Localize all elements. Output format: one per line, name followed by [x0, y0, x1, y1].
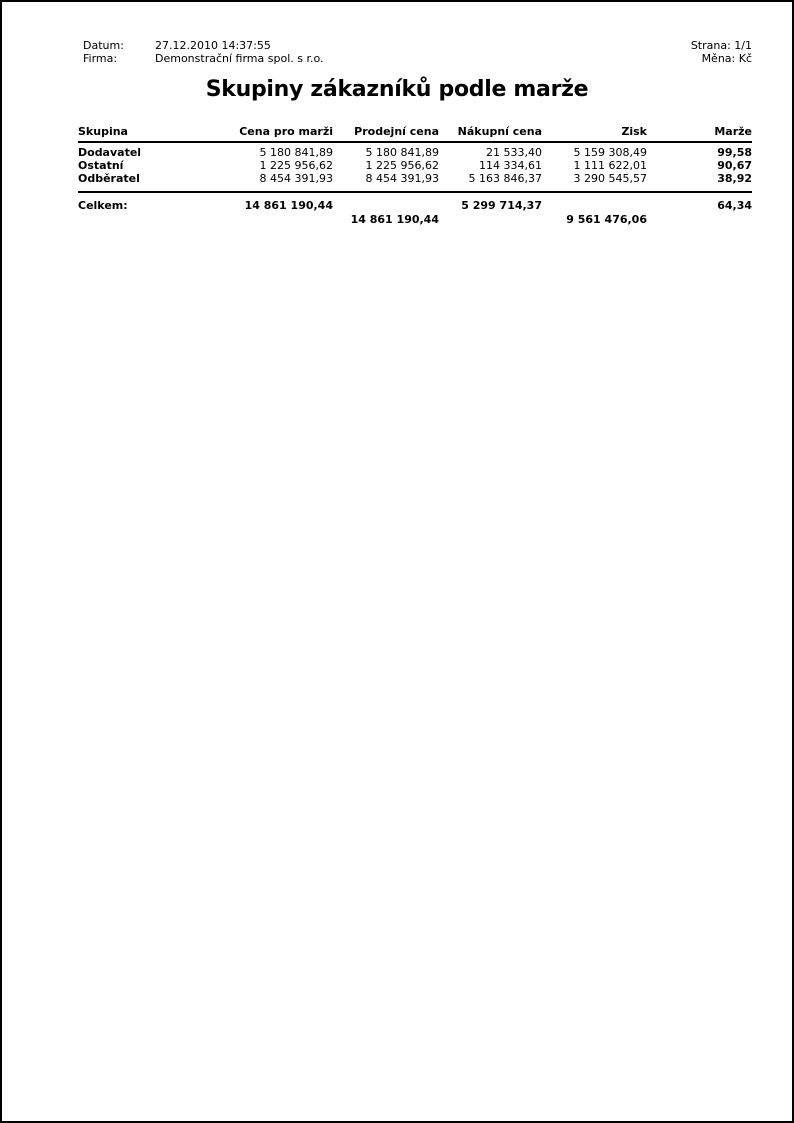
column-header-zisk: Zisk — [542, 122, 647, 142]
table-row — [78, 142, 752, 159]
cell-group: Odběratel — [78, 172, 140, 185]
column-header-cena-pro-marzi: Cena pro marži — [208, 122, 333, 142]
cell-margin: 99,58 — [717, 146, 752, 159]
cell-purchase-price: 21 533,40 — [486, 146, 542, 159]
report-title: Skupiny zákazníků podle marže — [205, 77, 589, 102]
table-row — [78, 159, 752, 172]
cell-purchase-price: 5 163 846,37 — [468, 172, 542, 185]
page-number: Strana: 1/1 — [690, 39, 752, 52]
total-profit-empty — [542, 192, 647, 212]
total-purchase-price: 5 299 714,37 — [461, 199, 542, 212]
total-margin: 64,34 — [717, 199, 752, 212]
cell-group: Ostatní — [78, 159, 124, 172]
cell-margin-base-price: 1 225 956,62 — [259, 159, 333, 172]
total-selling-price: 14 861 190,44 — [350, 213, 439, 226]
report-meta — [83, 39, 752, 65]
total-profit: 9 561 476,06 — [566, 213, 647, 226]
cell-margin-base-price: 8 454 391,93 — [259, 172, 333, 185]
company-label: Firma: — [83, 52, 118, 65]
report-meta-left — [83, 39, 752, 65]
report-table — [78, 122, 752, 226]
cell-margin-base-price: 5 180 841,89 — [259, 146, 333, 159]
totals-divider — [78, 185, 752, 192]
total-margin-base-price: 14 861 190,44 — [244, 199, 333, 212]
cell-profit: 1 111 622,01 — [573, 159, 647, 172]
cell-purchase-price: 114 334,61 — [479, 159, 542, 172]
cell-selling-price: 1 225 956,62 — [365, 159, 439, 172]
cell-margin: 90,67 — [717, 159, 752, 172]
total-selling-price-empty — [333, 192, 439, 212]
totals-row-2 — [78, 212, 752, 226]
column-header-nakupni-cena: Nákupní cena — [439, 122, 542, 142]
currency: Měna: Kč — [701, 52, 752, 65]
date-value: 27.12.2010 14:37:55 — [155, 39, 271, 52]
cell-profit: 3 290 545,57 — [573, 172, 647, 185]
cell-margin: 38,92 — [717, 172, 752, 185]
cell-profit: 5 159 308,49 — [573, 146, 647, 159]
table-header-row — [78, 122, 752, 142]
totals-row-1 — [78, 192, 752, 212]
table-row — [78, 172, 752, 185]
column-header-skupina: Skupina — [78, 122, 208, 142]
cell-selling-price: 8 454 391,93 — [365, 172, 439, 185]
column-header-marze: Marže — [647, 122, 752, 142]
cell-selling-price: 5 180 841,89 — [365, 146, 439, 159]
totals-label: Celkem: — [78, 199, 128, 212]
company-value: Demonstrační firma spol. s r.o. — [155, 52, 324, 65]
column-header-prodejni-cena: Prodejní cena — [333, 122, 439, 142]
date-label: Datum: — [83, 39, 124, 52]
cell-group: Dodavatel — [78, 146, 142, 159]
report-meta-right — [691, 39, 752, 65]
